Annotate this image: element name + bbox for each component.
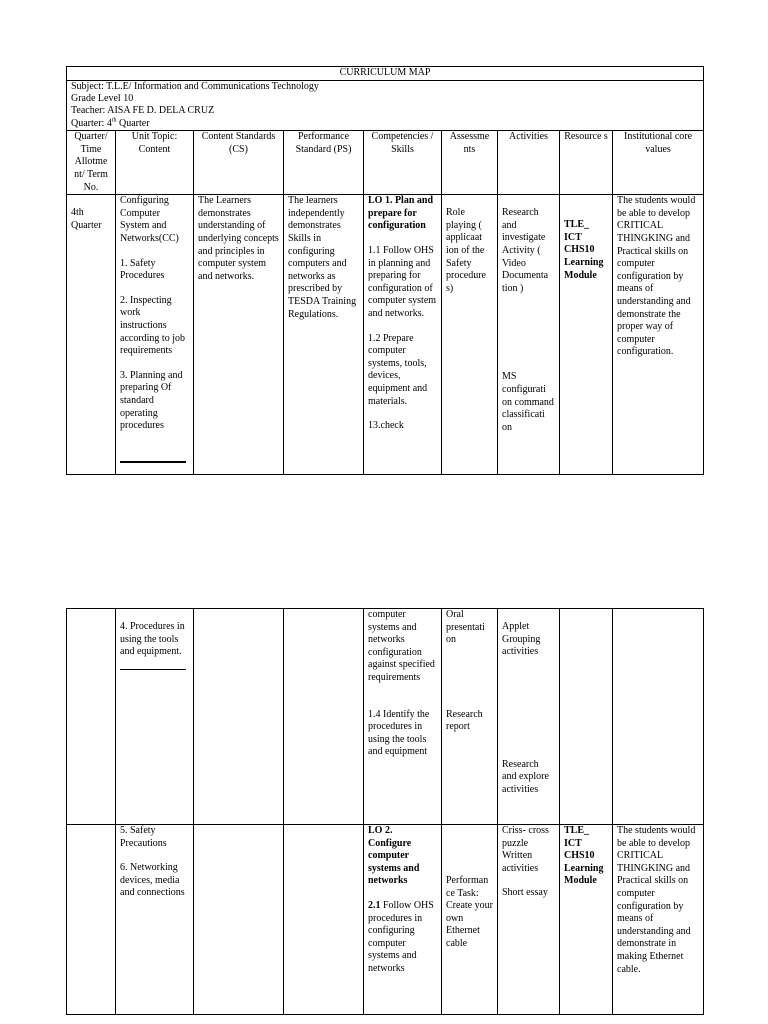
- quarter-cell: [67, 825, 116, 1015]
- teacher-line: Teacher: AISA FE D. DELA CRUZ: [71, 105, 215, 117]
- divider-line: [120, 461, 186, 463]
- topic-cell: [116, 195, 194, 475]
- topic-cell: [116, 825, 194, 1015]
- header-row: [67, 131, 704, 195]
- subject-line: Subject: T.L.E/ Information and Communications Technology: [71, 80, 319, 92]
- performance-standard-cell: [284, 609, 364, 825]
- activity-item: Research and investigate Activity ( Video Documenta tion ): [502, 207, 549, 294]
- competency-item: 2.1 Follow OHS procedures in configuring computer systems and networks: [368, 899, 434, 974]
- topic-item: 6. Networking devices, media and connections: [120, 862, 185, 899]
- resources-cell: [560, 609, 613, 825]
- header-core-values: Institutional core values: [613, 131, 704, 195]
- competency-item: 1.4 Identify the procedures in using the tools and equipment: [368, 708, 430, 758]
- competency-item: 1.2 Prepare computer systems, tools, devices, equipment and materials.: [368, 332, 428, 407]
- document-info: [67, 80, 704, 131]
- competency-cell: [364, 195, 442, 475]
- header-resources: Resource s: [560, 131, 613, 195]
- topic-item: 1. Safety Procedures: [120, 257, 165, 282]
- activities-cell: [498, 195, 560, 475]
- assessment-cell: [442, 609, 498, 825]
- topic-item: 5. Safety Precautions: [120, 825, 167, 849]
- competency-item: computer systems and networks configuration against specified requirements: [368, 609, 435, 683]
- activity-item: Short essay: [502, 887, 548, 899]
- competency-item: 13.check: [368, 420, 404, 432]
- resources-cell: TLE_ ICT CHS10 Learning Module: [560, 825, 613, 1015]
- activities-cell: [498, 825, 560, 1015]
- quarter-cell: 4th Quarter: [67, 195, 116, 475]
- assessment-cell: Performan ce Task: Create your own Ethernet cable: [442, 825, 498, 1015]
- competency-cell: [364, 825, 442, 1015]
- competency-lo: LO 2. Configure computer systems and networks: [368, 825, 420, 887]
- topic-item: Configuring Computer System and Networks(CC): [120, 195, 179, 244]
- header-activities: Activities: [498, 131, 560, 195]
- topic-cell: [116, 609, 194, 825]
- table-row: [67, 825, 704, 1015]
- header-content-standards: Content Standards (CS): [194, 131, 284, 195]
- curriculum-map-table: [66, 66, 704, 475]
- activity-item: Applet Grouping activities: [502, 621, 541, 658]
- quarter-line: Quarter: 4th Quarter: [71, 117, 150, 129]
- performance-standard-cell: [284, 825, 364, 1015]
- core-values-cell: [613, 609, 704, 825]
- activity-item: Criss- cross puzzle Written activities: [502, 825, 549, 874]
- activity-item: MS configurati on command classificati on: [502, 371, 554, 433]
- table-row: [67, 609, 704, 825]
- curriculum-map-continuation-table: [66, 608, 704, 1015]
- header-assessments: Assessme nts: [442, 131, 498, 195]
- header-performance-standard: Performance Standard (PS): [284, 131, 364, 195]
- competency-cell: [364, 609, 442, 825]
- core-values-cell: The students would be able to develop CRITICAL THINGKING and Practical skills on computer configuration by means of understanding and demonstrate the proper way of computer configuration.: [613, 195, 704, 475]
- competency-item: 1.1 Follow OHS in planning and preparing for configuration of computer system and networks.: [368, 244, 437, 319]
- activity-item: Research and explore activities: [502, 758, 549, 795]
- divider-line: [120, 669, 186, 670]
- performance-standard-cell: The learners independently demonstrates Skills in configuring computers and networks as prescribed by TESDA Training Regulations.: [284, 195, 364, 475]
- header-unit-topic: Unit Topic: Content: [116, 131, 194, 195]
- assessment-item: Research report: [446, 708, 483, 733]
- activities-cell: [498, 609, 560, 825]
- header-competencies: Competencies / Skills: [364, 131, 442, 195]
- resources-cell: TLE_ ICT CHS10 Learning Module: [560, 195, 613, 475]
- assessment-cell: Role playing ( applicaat ion of the Safety procedure s): [442, 195, 498, 475]
- header-quarter: Quarter/ Time Allotme nt/ Term No.: [67, 131, 116, 195]
- quarter-cell: [67, 609, 116, 825]
- grade-line: Grade Level 10: [71, 93, 134, 104]
- competency-lo: LO 1. Plan and prepare for configuration: [368, 195, 434, 232]
- content-standard-cell: [194, 825, 284, 1015]
- content-standard-cell: [194, 609, 284, 825]
- topic-item: 4. Procedures in using the tools and equipment.: [120, 621, 185, 658]
- topic-item: 3. Planning and preparing Of standard operating procedures: [120, 369, 183, 432]
- document-title: CURRICULUM MAP: [67, 67, 704, 81]
- core-values-cell: The students would be able to develop CRITICAL THINGKING and Practical skills on computer configuration by means of understanding and demonstrate in making Ethernet cable.: [613, 825, 704, 1015]
- content-standard-cell: The Learners demonstrates understanding of underlying concepts and principles in computer system and networks.: [194, 195, 284, 475]
- assessment-item: Oral presentati on: [446, 609, 485, 646]
- topic-item: 2. Inspecting work instructions according to job requirements: [120, 294, 185, 357]
- table-row: [67, 195, 704, 475]
